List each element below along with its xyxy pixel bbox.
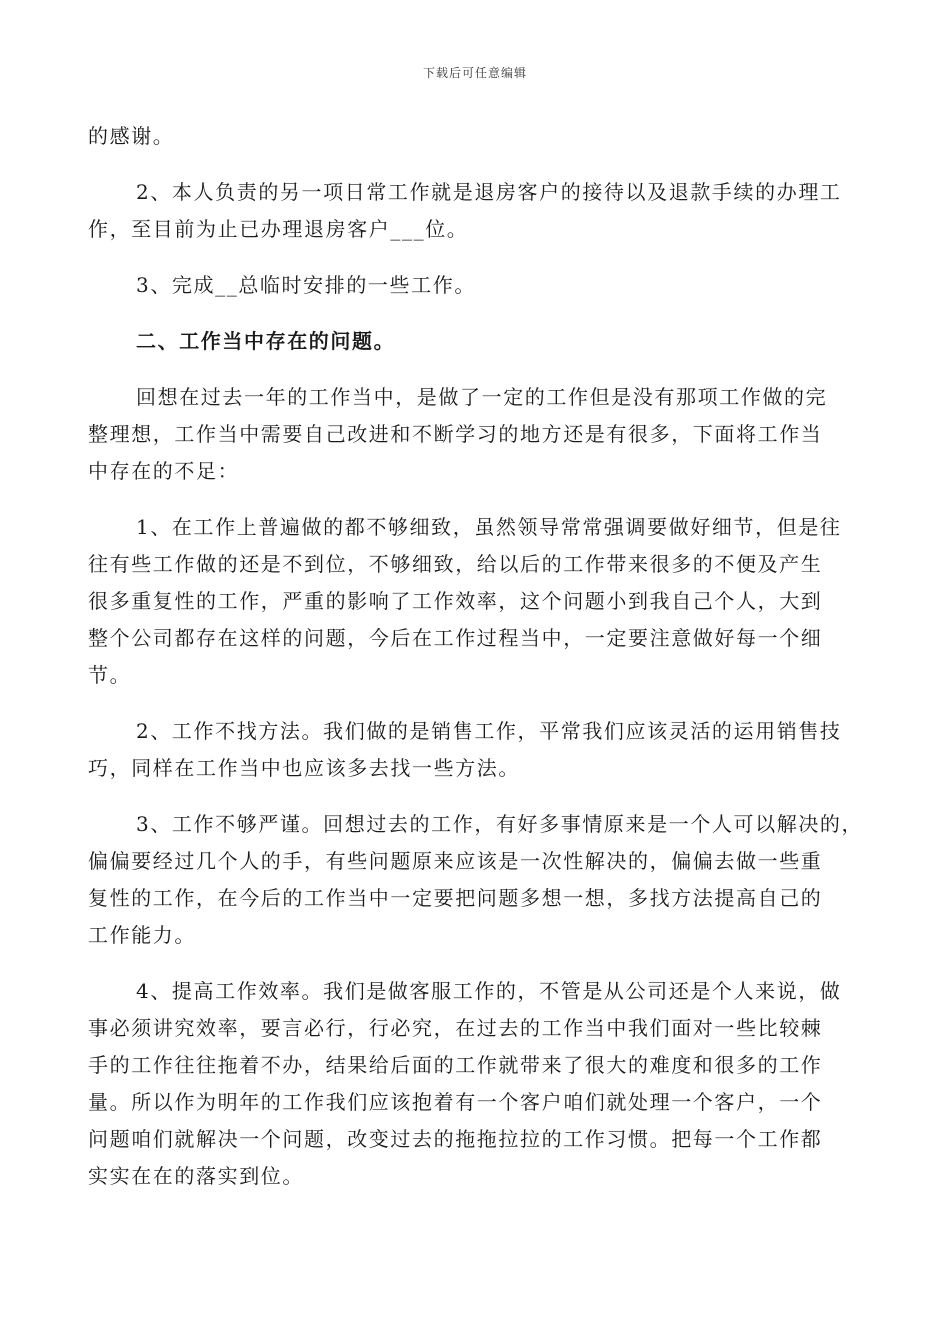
paragraph bbox=[88, 174, 863, 248]
paragraph bbox=[88, 713, 863, 787]
text-line: 中存在的不足： bbox=[88, 459, 240, 483]
text-line: 3、完成__总临时安排的一些工作。 bbox=[136, 273, 476, 297]
text-line: 的感谢。 bbox=[88, 124, 175, 148]
text-line: 整理想，工作当中需要自己改进和不断学习的地方还是有很多，下面将工作当 bbox=[88, 422, 823, 446]
text-line: 问题咱们就解决一个问题，改变过去的拖拖拉拉的工作习惯。把每一个工作都 bbox=[88, 1127, 823, 1151]
text-line: 复性的工作，在今后的工作当中一定要把问题多想一想，多找方法提高自己的 bbox=[88, 886, 823, 910]
heading-text: 二、工作当中存在的问题。 bbox=[136, 329, 396, 353]
text-line: 2、工作不找方法。我们做的是销售工作，平常我们应该灵活的运用销售技 bbox=[136, 719, 842, 743]
paragraph bbox=[88, 118, 863, 155]
text-line: 作，至目前为止已办理退房客户___位。 bbox=[88, 217, 469, 241]
text-line: 2、本人负责的另一项日常工作就是退房客户的接待以及退款手续的办理工 bbox=[136, 180, 842, 204]
text-line: 巧，同样在工作当中也应该多去找一些方法。 bbox=[88, 756, 520, 780]
text-line: 偏偏要经过几个人的手，有些问题原来应该是一次性解决的，偏偏去做一些重 bbox=[88, 849, 823, 873]
text-line: 实实在在的落实到位。 bbox=[88, 1164, 304, 1188]
section-heading bbox=[88, 323, 863, 360]
text-line: 3、工作不够严谨。回想过去的工作，有好多事情原来是一个人可以解决的， bbox=[136, 812, 864, 836]
paragraph bbox=[88, 267, 863, 304]
paragraph bbox=[88, 973, 863, 1195]
text-line: 手的工作往往拖着不办，结果给后面的工作就带来了很大的难度和很多的工作 bbox=[88, 1053, 823, 1077]
text-line: 量。所以作为明年的工作我们应该抱着有一个客户咱们就处理一个客户，一个 bbox=[88, 1090, 823, 1114]
page-header-note: 下载后可任意编辑 bbox=[422, 66, 527, 80]
text-line: 1、在工作上普遍做的都不够细致，虽然领导常常强调要做好细节，但是往 bbox=[136, 515, 842, 539]
text-line: 工作能力。 bbox=[88, 923, 196, 947]
text-line: 往有些工作做的还是不到位，不够细致，给以后的工作带来很多的不便及产生 bbox=[88, 552, 823, 576]
text-line: 回想在过去一年的工作当中，是做了一定的工作但是没有那项工作做的完 bbox=[136, 385, 828, 409]
document-body bbox=[88, 118, 863, 1195]
paragraph bbox=[88, 806, 863, 954]
text-line: 很多重复性的工作，严重的影响了工作效率，这个问题小到我自己个人，大到 bbox=[88, 589, 823, 613]
text-line: 整个公司都存在这样的问题，今后在工作过程当中，一定要注意做好每一个细 bbox=[88, 626, 823, 650]
text-line: 4、提高工作效率。我们是做客服工作的，不管是从公司还是个人来说，做 bbox=[136, 979, 842, 1003]
text-line: 节。 bbox=[88, 663, 132, 687]
paragraph bbox=[88, 379, 863, 490]
text-line: 事必须讲究效率，要言必行，行必究，在过去的工作当中我们面对一些比较棘 bbox=[88, 1016, 823, 1040]
paragraph bbox=[88, 509, 863, 694]
